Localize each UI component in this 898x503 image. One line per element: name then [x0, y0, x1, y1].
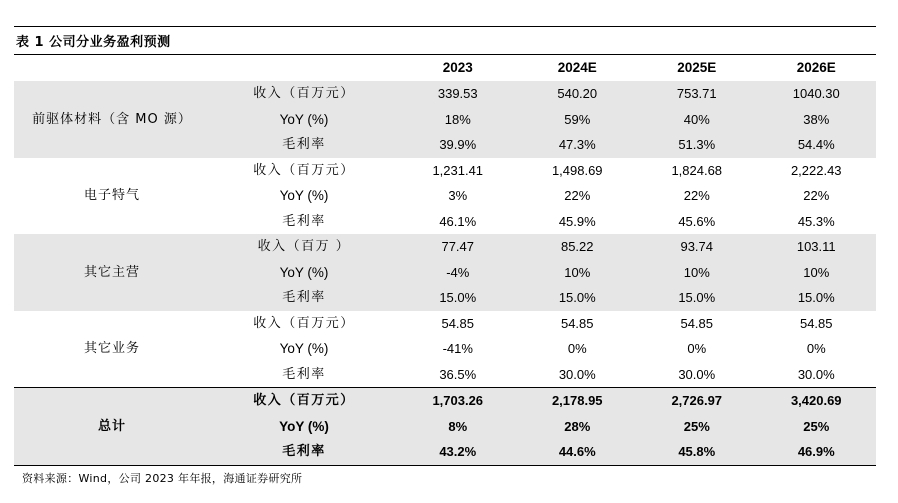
value-cell: 45.6% [678, 213, 716, 229]
metric-label: 收入（百万元） [253, 315, 355, 331]
value-cell: 30.0% [558, 366, 596, 382]
value-cell: 59% [518, 107, 638, 133]
value-cell: 103.11 [757, 234, 877, 260]
table-row [14, 388, 876, 414]
value-cell: 46.1% [439, 213, 477, 229]
metric-label: 收入（百万元） [210, 388, 398, 414]
metric-label: YoY (%) [210, 107, 398, 133]
value-cell: 44.6% [518, 439, 638, 465]
value-cell: 8% [398, 414, 518, 440]
metric-label: YoY (%) [210, 414, 398, 440]
metric-label: 毛利率 [282, 213, 326, 229]
segment-name: 前驱体材料（含 MO 源） [14, 81, 210, 158]
value-cell: 2,222.43 [790, 162, 842, 178]
header-year: 2024E [557, 60, 597, 75]
value-cell: 18% [398, 107, 518, 133]
value-cell: 10% [518, 260, 638, 286]
value-cell: 30.0% [678, 366, 716, 382]
value-cell: 2,178.95 [518, 388, 638, 414]
forecast-table [14, 55, 876, 465]
value-cell: 28% [518, 414, 638, 440]
header-year: 2025E [677, 60, 717, 75]
value-cell: -4% [398, 260, 518, 286]
metric-label: 毛利率 [210, 439, 398, 465]
value-cell: 45.8% [637, 439, 757, 465]
value-cell: 2,726.97 [637, 388, 757, 414]
value-cell: 77.47 [398, 234, 518, 260]
table-row [14, 234, 876, 260]
value-cell: 15.0% [637, 285, 757, 311]
value-cell: 85.22 [518, 234, 638, 260]
value-cell: 3,420.69 [757, 388, 877, 414]
value-cell: 753.71 [637, 81, 757, 107]
value-cell: 54.85 [680, 315, 714, 331]
value-cell: 0% [806, 341, 826, 356]
value-cell: 22% [803, 188, 830, 203]
metric-label: YoY (%) [279, 188, 329, 203]
segment-name: 其它业务 [83, 341, 140, 356]
value-cell: 25% [757, 414, 877, 440]
value-cell: 45.3% [797, 213, 835, 229]
metric-label: YoY (%) [279, 341, 329, 356]
segment-name: 其它主营 [14, 234, 210, 311]
bottom-rule [14, 465, 876, 466]
header-row [14, 55, 876, 81]
value-cell: 10% [757, 260, 877, 286]
value-cell: 1,231.41 [432, 162, 484, 178]
segment-name: 总计 [14, 388, 210, 465]
header-year: 2026E [796, 60, 836, 75]
value-cell: 36.5% [439, 366, 477, 382]
header-year: 2023 [442, 60, 473, 75]
value-cell: 54.4% [757, 132, 877, 158]
value-cell: 1,824.68 [671, 162, 723, 178]
value-cell: 10% [637, 260, 757, 286]
value-cell: 1040.30 [757, 81, 877, 107]
value-cell: 51.3% [637, 132, 757, 158]
source-note: 资料来源：Wind，公司 2023 年年报，海通证券研究所 [22, 472, 303, 485]
table-body [14, 81, 876, 465]
value-cell: 15.0% [398, 285, 518, 311]
value-cell: 0% [567, 341, 587, 356]
table-row [14, 311, 876, 337]
value-cell: 54.85 [799, 315, 833, 331]
metric-label: 收入（百万元） [210, 81, 398, 107]
value-cell: 22% [564, 188, 591, 203]
metric-label: YoY (%) [210, 260, 398, 286]
header-metric [210, 55, 398, 81]
value-cell: 22% [683, 188, 710, 203]
table-title: 表 1 公司分业务盈利预测 [16, 35, 171, 50]
metric-label: 毛利率 [210, 285, 398, 311]
value-cell: 1,703.26 [398, 388, 518, 414]
metric-label: 毛利率 [282, 366, 326, 382]
value-cell: 54.85 [560, 315, 594, 331]
metric-label: 毛利率 [210, 132, 398, 158]
table-row [14, 81, 876, 107]
value-cell: 30.0% [797, 366, 835, 382]
value-cell: 339.53 [398, 81, 518, 107]
value-cell: 540.20 [518, 81, 638, 107]
metric-label: 收入（百万 ） [210, 234, 398, 260]
value-cell: 45.9% [558, 213, 596, 229]
segment-name: 电子特气 [83, 188, 140, 203]
value-cell: 54.85 [441, 315, 475, 331]
metric-label: 收入（百万元） [253, 162, 355, 178]
top-rule [14, 26, 876, 27]
value-cell: 25% [637, 414, 757, 440]
value-cell: 0% [687, 341, 707, 356]
value-cell: 38% [757, 107, 877, 133]
value-cell: 43.2% [398, 439, 518, 465]
value-cell: 40% [637, 107, 757, 133]
value-cell: 47.3% [518, 132, 638, 158]
value-cell: 1,498.69 [551, 162, 603, 178]
value-cell: 15.0% [757, 285, 877, 311]
value-cell: -41% [442, 341, 473, 356]
value-cell: 46.9% [757, 439, 877, 465]
value-cell: 3% [448, 188, 468, 203]
value-cell: 39.9% [398, 132, 518, 158]
table-row [14, 158, 876, 184]
value-cell: 93.74 [637, 234, 757, 260]
value-cell: 15.0% [518, 285, 638, 311]
header-segment [14, 55, 210, 81]
